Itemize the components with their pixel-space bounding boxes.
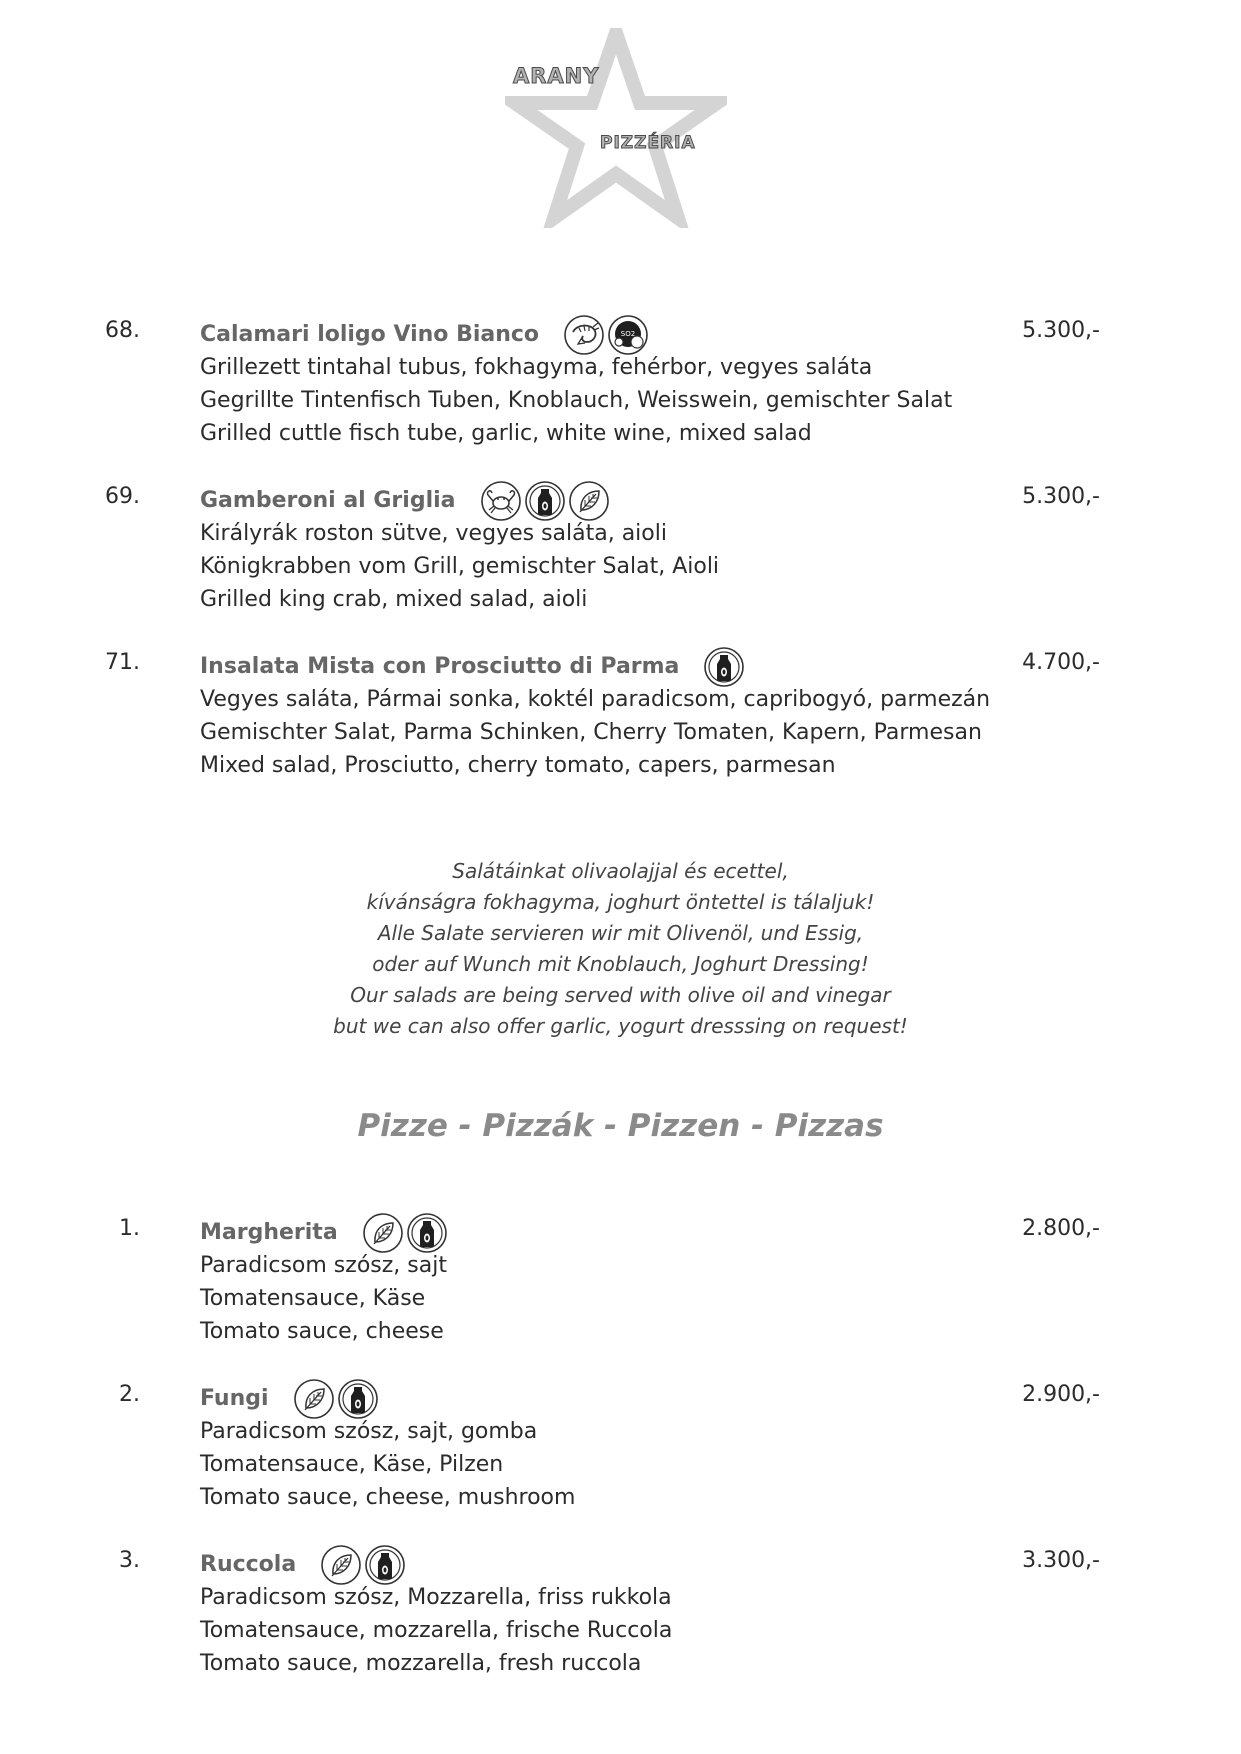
milk-icon <box>406 1212 448 1254</box>
description-de: Gemischter Salat, Parma Schinken, Cherry Tomaten, Kapern, Parmesan <box>200 720 982 745</box>
item-name: Margherita <box>200 1220 338 1245</box>
description-en: Grilled king crab, mixed salad, aioli <box>200 587 588 612</box>
note-line: Salátáinkat olivaolajjal és ecettel, <box>452 859 789 883</box>
note-line: oder auf Wunch mit Knoblauch, Joghurt Dressing! <box>372 952 869 976</box>
item-price: 3.300,- <box>1022 1548 1100 1573</box>
svg-text:SO2: SO2 <box>620 329 636 338</box>
description-hu: Paradicsom szósz, sajt, gomba <box>200 1419 538 1444</box>
leaf-icon <box>320 1544 362 1586</box>
note-line: Alle Salate servieren wir mit Olivenöl, und Essig, <box>377 921 864 945</box>
allergen-icons <box>563 314 649 356</box>
item-number: 1. <box>119 1216 140 1241</box>
note-line: but we can also offer garlic, yogurt dresssing on request! <box>333 1014 908 1038</box>
milk-icon <box>524 480 566 522</box>
item-price: 5.300,- <box>1022 484 1100 509</box>
item-price: 4.700,- <box>1022 650 1100 675</box>
allergen-icons <box>293 1378 379 1420</box>
milk-icon <box>337 1378 379 1420</box>
note-line: Our salads are being served with olive oil and vinegar <box>350 983 891 1007</box>
description-hu: Paradicsom szósz, Mozzarella, friss rukkola <box>200 1585 672 1610</box>
item-name: Fungi <box>200 1386 269 1411</box>
shrimp-icon <box>563 314 605 356</box>
crab-icon <box>480 480 522 522</box>
item-number: 71. <box>105 650 140 675</box>
item-price: 5.300,- <box>1022 318 1100 343</box>
leaf-icon <box>293 1378 335 1420</box>
item-price: 2.800,- <box>1022 1216 1100 1241</box>
description-de: Tomatensauce, Käse <box>200 1286 426 1311</box>
allergen-icons <box>703 646 745 688</box>
allergen-icons <box>362 1212 448 1254</box>
allergen-icons <box>480 480 610 522</box>
item-name: Insalata Mista con Prosciutto di Parma <box>200 654 680 679</box>
item-name: Gamberoni al Griglia <box>200 488 456 513</box>
item-number: 69. <box>105 484 140 509</box>
milk-icon <box>364 1544 406 1586</box>
logo-word-pizzeria: PIZZÉRIA <box>600 133 696 153</box>
description-de: Gegrillte Tintenfisch Tuben, Knoblauch, Weisswein, gemischter Salat <box>200 388 953 413</box>
item-number: 3. <box>119 1548 140 1573</box>
description-de: Tomatensauce, Käse, Pilzen <box>200 1452 504 1477</box>
description-hu: Grillezett tintahal tubus, fokhagyma, fehérbor, vegyes saláta <box>200 355 873 380</box>
description-hu: Királyrák roston sütve, vegyes saláta, aioli <box>200 521 667 546</box>
arany-pizzeria-logo <box>505 28 727 228</box>
star-logo-icon <box>505 28 727 228</box>
description-hu: Paradicsom szósz, sajt <box>200 1253 447 1278</box>
description-en: Mixed salad, Prosciutto, cherry tomato, capers, parmesan <box>200 753 836 778</box>
description-de: Tomatensauce, mozzarella, frische Ruccola <box>200 1618 673 1643</box>
description-en: Grilled cuttle fisch tube, garlic, white wine, mixed salad <box>200 421 812 446</box>
item-number: 2. <box>119 1382 140 1407</box>
sulfite-icon <box>607 314 649 356</box>
description-hu: Vegyes saláta, Pármai sonka, koktél paradicsom, capribogyó, parmezán <box>200 687 991 712</box>
item-name: Calamari loligo Vino Bianco <box>200 322 540 347</box>
item-price: 2.900,- <box>1022 1382 1100 1407</box>
leaf-icon <box>362 1212 404 1254</box>
description-en: Tomato sauce, cheese <box>200 1319 444 1344</box>
section-heading-pizzas: Pizze - Pizzák - Pizzen - Pizzas <box>357 1108 884 1144</box>
description-en: Tomato sauce, mozzarella, fresh ruccola <box>200 1651 642 1676</box>
item-number: 68. <box>105 318 140 343</box>
description-de: Königkrabben vom Grill, gemischter Salat, Aioli <box>200 554 720 579</box>
note-line: kívánságra fokhagyma, joghurt öntettel is tálaljuk! <box>366 890 875 914</box>
description-en: Tomato sauce, cheese, mushroom <box>200 1485 576 1510</box>
allergen-icons <box>320 1544 406 1586</box>
logo-word-arany: ARANY <box>513 64 600 88</box>
item-name: Ruccola <box>200 1552 297 1577</box>
milk-icon <box>703 646 745 688</box>
leaf-icon <box>568 480 610 522</box>
salad-dressing-note <box>0 856 1241 1042</box>
